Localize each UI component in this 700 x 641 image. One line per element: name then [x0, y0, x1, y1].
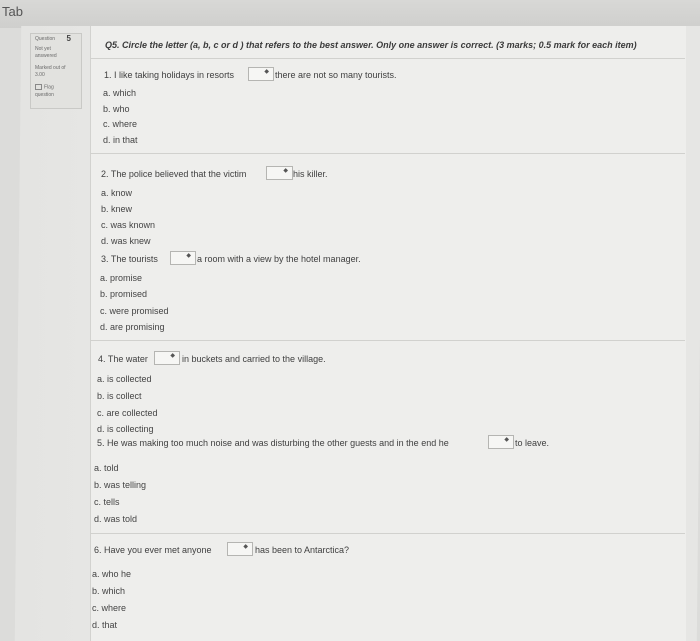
question-number: 5 — [66, 34, 71, 43]
q2-option-a: a. know — [101, 188, 133, 198]
select-arrows-icon: ◆ — [186, 253, 191, 259]
q3-option-b: b. promised — [100, 289, 148, 299]
q6-text-before: 6. Have you ever met anyone — [94, 545, 212, 555]
q6-option-b: b. which — [92, 586, 126, 596]
q3-text-after: a room with a view by the hotel manager. — [197, 254, 361, 264]
q1-option-d: d. in that — [103, 135, 138, 145]
q2-answer-select[interactable] — [266, 166, 293, 180]
q2-option-d: d. was knew — [101, 236, 151, 246]
q5-option-d: d. was told — [94, 514, 138, 524]
marks-value: 3.00 — [35, 72, 45, 78]
q6-option-d: d. that — [92, 620, 118, 630]
q2-option-b: b. knew — [101, 204, 133, 214]
q4-option-c: c. are collected — [97, 408, 158, 418]
q1-answer-select[interactable] — [248, 67, 274, 81]
q4-answer-select[interactable] — [154, 351, 180, 365]
question-info-box — [30, 33, 82, 109]
separator — [90, 533, 685, 534]
separator — [90, 153, 685, 154]
q1-option-b: b. who — [103, 104, 130, 114]
tab-label[interactable]: Tab — [2, 4, 23, 19]
q5-text-before: 5. He was making too much noise and was disturbing the other guests and in the end he — [97, 438, 449, 448]
q4-text-after: in buckets and carried to the village. — [182, 354, 326, 364]
q6-text-after: has been to Antarctica? — [255, 545, 350, 555]
select-arrows-icon: ◆ — [504, 437, 509, 443]
q5-text-after: to leave. — [515, 438, 550, 448]
flag-question-label[interactable]: question — [35, 92, 54, 98]
status-line1: Not yet — [35, 46, 51, 52]
q1-text-before: 1. I like taking holidays in resorts — [104, 70, 235, 80]
q4-option-b: b. is collect — [97, 391, 142, 401]
q1-option-c: c. where — [103, 119, 138, 129]
flag-question-link[interactable]: Flag — [35, 84, 54, 90]
status-line2: answered — [35, 53, 57, 59]
select-arrows-icon: ◆ — [264, 69, 269, 75]
marked-label: Marked out of — [35, 65, 66, 71]
q5-option-a: a. told — [94, 463, 119, 473]
separator — [90, 58, 685, 59]
q3-option-a: a. promise — [100, 273, 143, 283]
q3-text-before: 3. The tourists — [101, 254, 158, 264]
q6-option-c: c. where — [92, 603, 127, 613]
select-arrows-icon: ◆ — [170, 353, 175, 359]
q3-option-c: c. were promised — [100, 306, 169, 316]
q2-text-before: 2. The police believed that the victim — [101, 169, 247, 179]
flag-icon — [35, 84, 42, 90]
q1-option-a: a. which — [103, 88, 137, 98]
separator — [90, 340, 685, 341]
q5-option-c: c. tells — [94, 497, 120, 507]
select-arrows-icon: ◆ — [243, 544, 248, 550]
q4-option-d: d. is collecting — [97, 424, 154, 434]
question-instructions: Q5. Circle the letter (a, b, c or d ) that refers to the best answer. Only one answer is correct. (3 marks; 0.5 mark for each item) — [105, 40, 637, 50]
q2-option-c: c. was known — [101, 220, 156, 230]
q3-option-d: d. are promising — [100, 322, 165, 332]
q6-answer-select[interactable] — [227, 542, 253, 556]
q4-option-a: a. is collected — [97, 374, 152, 384]
q2-text-after: his killer. — [293, 169, 328, 179]
select-arrows-icon: ◆ — [283, 168, 288, 174]
q4-text-before: 4. The water — [98, 354, 148, 364]
q3-answer-select[interactable] — [170, 251, 196, 265]
q5-answer-select[interactable] — [488, 435, 514, 449]
q5-option-b: b. was telling — [94, 480, 147, 490]
browser-top-strip — [0, 0, 700, 28]
question-label: Question — [35, 36, 56, 42]
q6-option-a: a. who he — [92, 569, 132, 579]
q1-text-after: there are not so many tourists. — [275, 70, 397, 80]
